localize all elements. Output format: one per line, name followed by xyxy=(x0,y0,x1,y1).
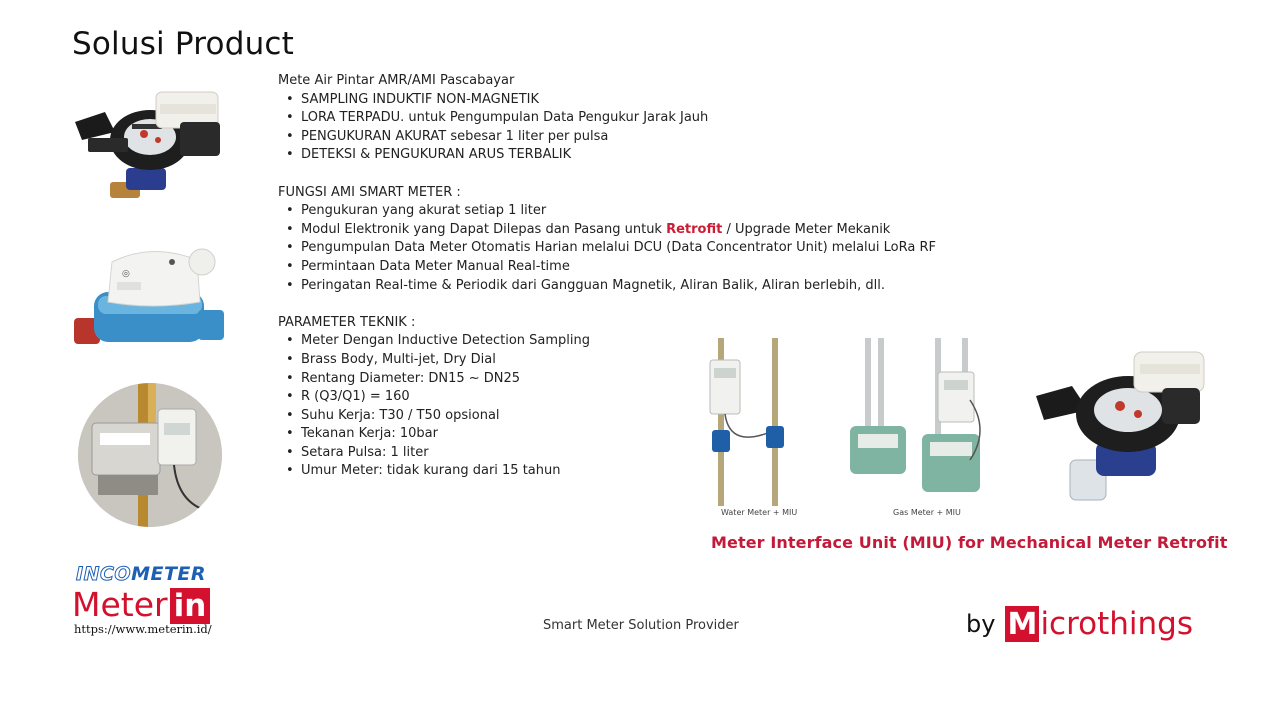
list-item: • Peringatan Real-time & Periodik dari Gangguan Magnetik, Aliran Balik, Aliran berlebih, dll. xyxy=(278,277,938,296)
list-item-text-pre: Modul Elektronik yang Dapat Dilepas dan Pasang untuk xyxy=(301,221,667,237)
smart-water-meter-image-2 xyxy=(72,232,232,354)
meterin-logo-box: in xyxy=(170,588,211,624)
miu-title: Meter Interface Unit (MIU) for Mechanical Meter Retrofit xyxy=(711,533,1228,552)
list-item: • Meter Dengan Inductive Detection Sampling xyxy=(278,332,938,351)
list-item: • R (Q3/Q1) = 160 xyxy=(278,388,938,407)
list-item: • Setara Pulsa: 1 liter xyxy=(278,444,938,463)
list-item: • PENGUKURAN AKURAT sebesar 1 liter per pulsa xyxy=(278,128,938,147)
tagline: Smart Meter Solution Provider xyxy=(543,618,739,633)
incometer-logo-part-a: INCO xyxy=(76,563,132,585)
miu-illustration xyxy=(700,330,1210,520)
list-item: • Pengumpulan Data Meter Otomatis Harian melalui DCU (Data Concentrator Unit) melalui LoRa RF xyxy=(278,239,938,258)
incometer-logo-part-b: METER xyxy=(131,563,207,585)
svg-text:◎: ◎ xyxy=(122,269,130,279)
list-item: • Suhu Kerja: T30 / T50 opsional xyxy=(278,407,938,426)
list-item: • Rentang Diameter: DN15 ~ DN25 xyxy=(278,370,938,389)
meterin-logo xyxy=(72,584,210,624)
intro-list xyxy=(278,91,938,165)
smart-water-meter-image-1 xyxy=(70,82,230,204)
fungsi-list xyxy=(278,202,938,295)
microthings-logo-box: M xyxy=(1005,606,1039,642)
retrofit-highlight: Retrofit xyxy=(666,221,723,237)
gas-meter-image xyxy=(78,383,222,527)
fungsi-heading: FUNGSI AMI SMART METER : xyxy=(278,184,461,200)
list-item-text-post: / Upgrade Meter Mekanik xyxy=(722,221,891,237)
incometer-logo xyxy=(76,563,206,585)
meterin-logo-text: Meter xyxy=(72,585,168,624)
list-item: • Permintaan Data Meter Manual Real-time xyxy=(278,258,938,277)
list-item: • Umur Meter: tidak kurang dari 15 tahun xyxy=(278,462,938,481)
gas-meter-caption: Gas Meter + MIU xyxy=(893,508,961,517)
intro-heading: Mete Air Pintar AMR/AMI Pascabayar xyxy=(278,73,515,88)
list-item: • SAMPLING INDUKTIF NON-MAGNETIK xyxy=(278,91,938,110)
by-label: by xyxy=(966,610,996,638)
list-item: • DETEKSI & PENGUKURAN ARUS TERBALIK xyxy=(278,146,938,165)
list-item: • LORA TERPADU. untuk Pengumpulan Data Pengukur Jarak Jauh xyxy=(278,109,938,128)
website-url: https://www.meterin.id/ xyxy=(74,622,212,636)
parameter-heading: PARAMETER TEKNIK : xyxy=(278,314,416,330)
list-item: • Pengukuran yang akurat setiap 1 liter xyxy=(278,202,938,221)
microthings-logo xyxy=(966,604,1193,644)
water-meter-caption: Water Meter + MIU xyxy=(721,508,798,517)
list-item: • Brass Body, Multi-jet, Dry Dial xyxy=(278,351,938,370)
microthings-logo-text: icrothings xyxy=(1040,606,1194,642)
page-title: Solusi Product xyxy=(72,26,295,62)
list-item xyxy=(278,221,938,240)
list-item: • Tekanan Kerja: 10bar xyxy=(278,425,938,444)
